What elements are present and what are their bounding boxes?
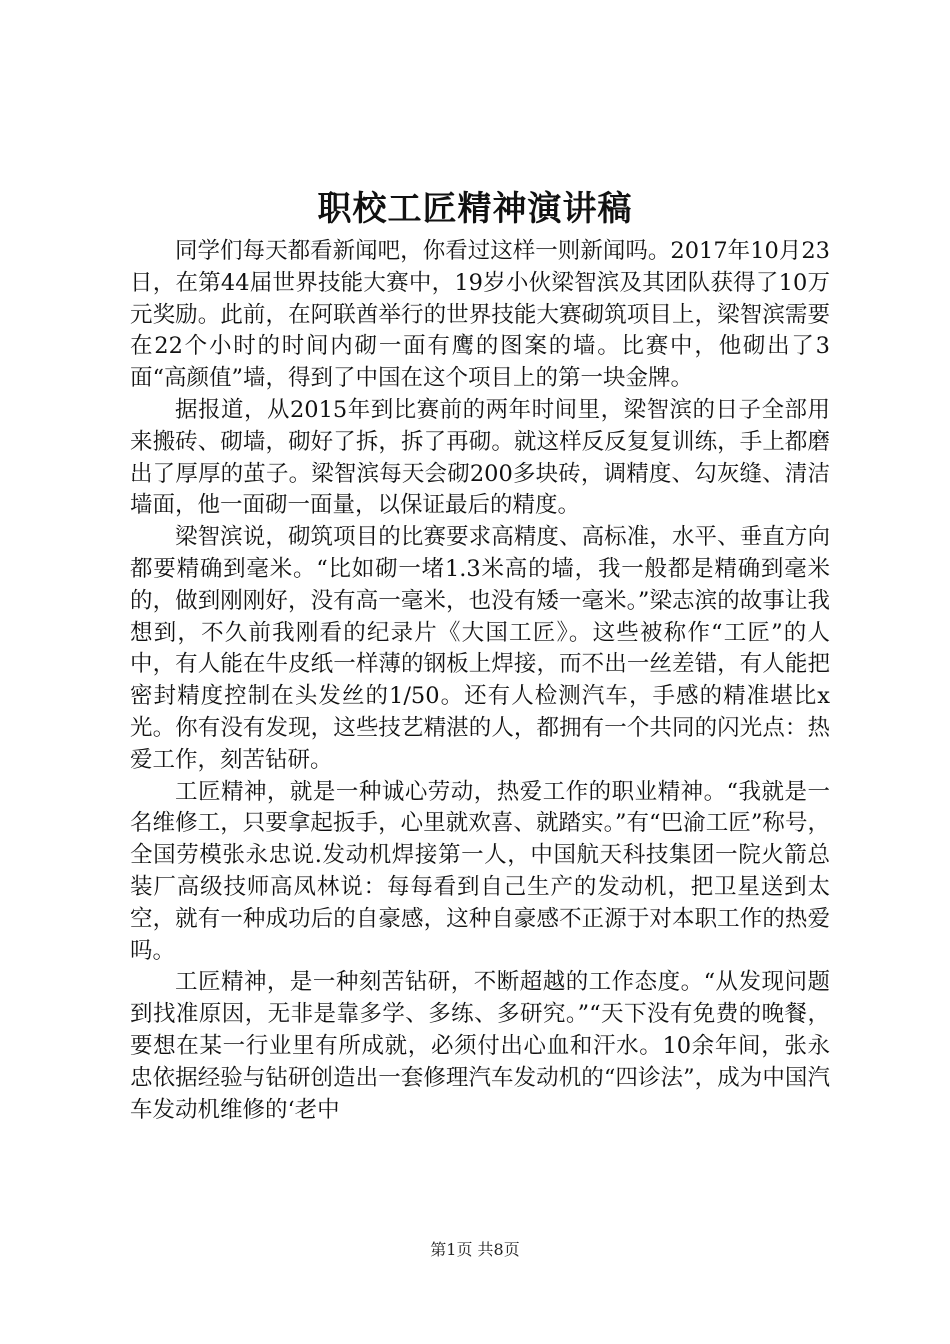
- paragraph: 工匠精神，是一种刻苦钻研，不断超越的工作态度。“从发现问题到找准原因，无非是靠多学、多练、多研究。”“天下没有免费的晚餐，要想在某一行业里有所成就，必须付出心血和汗水。10余年间，张永忠依据经验与钻研创造出一套修理汽车发动机的“四诊法”，成为中国汽车发动机维修的‘老中: [130, 969, 830, 1123]
- paragraph: 据报道，从2015年到比赛前的两年时间里，梁智滨的日子全部用来搬砖、砌墙，砌好了拆，拆了再砌。就这样反反复复训练，手上都磨出了厚厚的茧子。梁智滨每天会砌200多块砖，调精度、勾灰缝、清洁墙面，他一面砌一面量，以保证最后的精度。: [130, 396, 830, 519]
- paragraph: 同学们每天都看新闻吧，你看过这样一则新闻吗。2017年10月23日，在第44届世界技能大赛中，19岁小伙梁智滨及其团队获得了10万元奖励。此前，在阿联酋举行的世界技能大赛砌筑项目上，梁智滨需要在22个小时的时间内砌一面有鹰的图案的墙。比赛中，他砌出了3面“高颜值”墙，得到了中国在这个项目上的第一块金牌。: [130, 238, 830, 392]
- paragraph: 梁智滨说，砌筑项目的比赛要求高精度、高标准，水平、垂直方向都要精确到毫米。“比如砌一堵1.3米高的墙，我一般都是精确到毫米的，做到刚刚好，没有高一毫米，也没有矮一毫米。”梁志滨的故事让我想到，不久前我刚看的纪录片《大国工匠》。这些被称作“工匠”的人中，有人能在牛皮纸一样薄的钢板上焊接，而不出一丝差错，有人能把密封精度控制在头发丝的1/50。还有人检测汽车，手感的精准堪比x光。你有没有发现，这些技艺精湛的人，都拥有一个共同的闪光点：热爱工作，刻苦钻研。: [130, 524, 830, 773]
- document-body: [130, 236, 830, 1126]
- paragraph: 工匠精神，就是一种诚心劳动，热爱工作的职业精神。“我就是一名维修工，只要拿起扳手，心里就欢喜、就踏实。”有“巴渝工匠”称号，全国劳模张永忠说.发动机焊接第一人，中国航天科技集团一院火箭总装厂高级技师高凤林说：每每看到自己生产的发动机，把卫星送到太空，就有一种成功后的自豪感，这种自豪感不正源于对本职工作的热爱吗。: [130, 778, 830, 964]
- page-number: 第1页 共8页: [430, 1240, 520, 1259]
- page-title: 职校工匠精神演讲稿: [317, 189, 633, 229]
